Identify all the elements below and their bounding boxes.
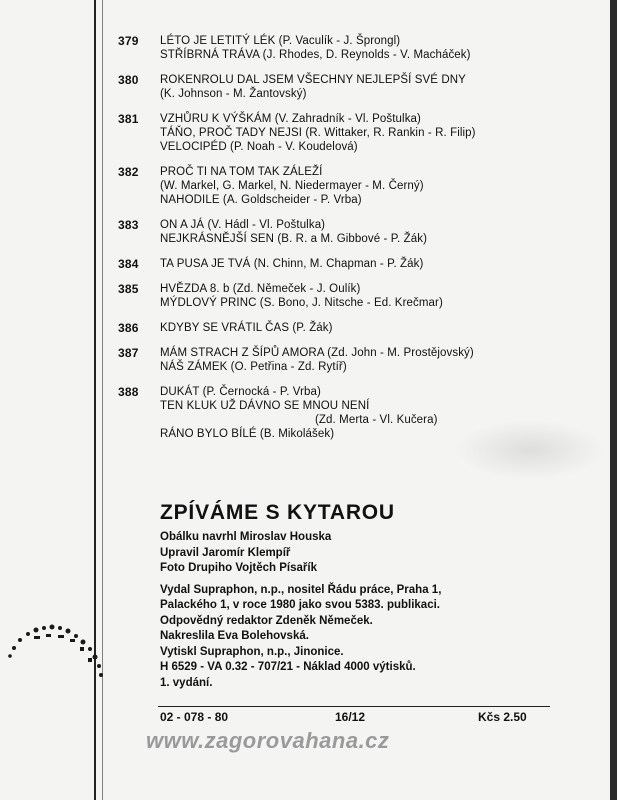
song-list bbox=[118, 34, 598, 452]
song-entry-380 bbox=[118, 73, 598, 101]
song-line: STŘÍBRNÁ TRÁVA (J. Rhodes, D. Reynolds - V. Macháček) bbox=[160, 49, 471, 61]
credit-line: Upravil Jaromír Klempíř bbox=[160, 546, 291, 559]
price: Kčs 2.50 bbox=[478, 710, 527, 724]
catalog-code: 02 - 078 - 80 bbox=[160, 710, 229, 724]
song-line: (K. Johnson - M. Žantovský) bbox=[160, 88, 307, 100]
song-entry-381 bbox=[118, 112, 598, 154]
publisher-line: H 6529 - VA 0.32 - 707/21 - Náklad 4000 výtisků. bbox=[160, 661, 416, 673]
publisher-line: Vytiskl Supraphon, n.p., Jinonice. bbox=[160, 645, 344, 658]
song-line: NAHODILE (A. Goldscheider - P. Vrba) bbox=[160, 194, 362, 206]
credit-line: Foto Drupiho Vojtěch Písařík bbox=[160, 562, 317, 574]
song-entry-387 bbox=[118, 346, 598, 374]
song-entry-385 bbox=[118, 282, 598, 310]
song-line: TÁŇO, PROČ TADY NEJSI (R. Wittaker, R. Rankin - R. Filip) bbox=[160, 127, 476, 139]
song-line: (Zd. Merta - Vl. Kučera) bbox=[315, 414, 438, 426]
entry-number: 380 bbox=[118, 73, 139, 87]
song-entry-384 bbox=[118, 257, 598, 271]
song-line: ROKENROLU DAL JSEM VŠECHNY NEJLEPŠÍ SVÉ DNY bbox=[160, 74, 466, 86]
song-line: VELOCIPÉD (P. Noah - V. Koudelová) bbox=[160, 141, 358, 153]
song-line: LÉTO JE LETITÝ LÉK (P. Vaculík - J. Šprongl) bbox=[160, 35, 401, 47]
song-line: TA PUSA JE TVÁ (N. Chinn, M. Chapman - P. Žák) bbox=[160, 258, 424, 270]
song-entry-383 bbox=[118, 218, 598, 246]
watermark: www.zagorovahana.cz bbox=[146, 728, 390, 753]
credit-line: Obálku navrhl Miroslav Houska bbox=[160, 531, 332, 543]
entry-number: 383 bbox=[118, 218, 139, 232]
song-line: MÁM STRACH Z ŠÍPŮ AMORA (Zd. John - M. Prostějovský) bbox=[160, 347, 474, 359]
song-entry-379 bbox=[118, 34, 598, 62]
song-line: TEN KLUK UŽ DÁVNO SE MNOU NENÍ bbox=[160, 400, 370, 412]
sheet-number: 16/12 bbox=[335, 710, 366, 724]
entry-number: 382 bbox=[118, 165, 139, 179]
entry-number: 381 bbox=[118, 112, 139, 126]
song-line: VZHŮRU K VÝŠKÁM (V. Zahradník - Vl. Poštulka) bbox=[160, 113, 421, 125]
song-line: NÁŠ ZÁMEK (O. Petřina - Zd. Rytíř) bbox=[160, 361, 347, 373]
publisher-line: Nakreslila Eva Bolehovská. bbox=[160, 630, 309, 642]
song-entry-382 bbox=[118, 165, 598, 207]
entry-number: 386 bbox=[118, 321, 139, 335]
book-title: ZPÍVÁME S KYTAROU bbox=[160, 501, 395, 524]
colophon bbox=[160, 501, 600, 691]
footer-rule bbox=[158, 706, 550, 707]
publisher-line: Palackého 1, v roce 1980 jako svou 5383. publikaci. bbox=[160, 599, 440, 611]
song-line: DUKÁT (P. Černocká - P. Vrba) bbox=[160, 386, 321, 398]
publisher-line: Vydal Supraphon, n.p., nositel Řádu práce, Praha 1, bbox=[160, 583, 442, 596]
entry-number: 379 bbox=[118, 34, 139, 48]
song-line: MÝDLOVÝ PRINC (S. Bono, J. Nitsche - Ed. Krečmar) bbox=[160, 297, 443, 309]
song-entry-386 bbox=[118, 321, 598, 335]
entry-number: 388 bbox=[118, 385, 139, 399]
publisher-line: Odpovědný redaktor Zdeněk Němeček. bbox=[160, 614, 373, 627]
song-line: RÁNO BYLO BÍLÉ (B. Mikolášek) bbox=[160, 428, 335, 440]
song-line: (W. Markel, G. Markel, N. Niedermayer - M. Černý) bbox=[160, 180, 424, 192]
publisher-line: 1. vydání. bbox=[160, 676, 213, 689]
song-entry-388 bbox=[118, 385, 598, 441]
page-edge bbox=[610, 0, 617, 800]
song-line: NEJKRÁSNĚJŠÍ SEN (B. R. a M. Gibbové - P. Žák) bbox=[160, 233, 428, 245]
ink-stamp bbox=[0, 612, 118, 712]
song-line: KDYBY SE VRÁTIL ČAS (P. Žák) bbox=[160, 322, 333, 334]
song-line: HVĚZDA 8. b (Zd. Němeček - J. Oulík) bbox=[160, 283, 361, 295]
entry-number: 384 bbox=[118, 257, 139, 271]
entry-number: 385 bbox=[118, 282, 139, 296]
song-line: PROČ TI NA TOM TAK ZÁLEŽÍ bbox=[160, 166, 323, 178]
song-line: ON A JÁ (V. Hádl - Vl. Poštulka) bbox=[160, 219, 326, 231]
entry-number: 387 bbox=[118, 346, 139, 360]
